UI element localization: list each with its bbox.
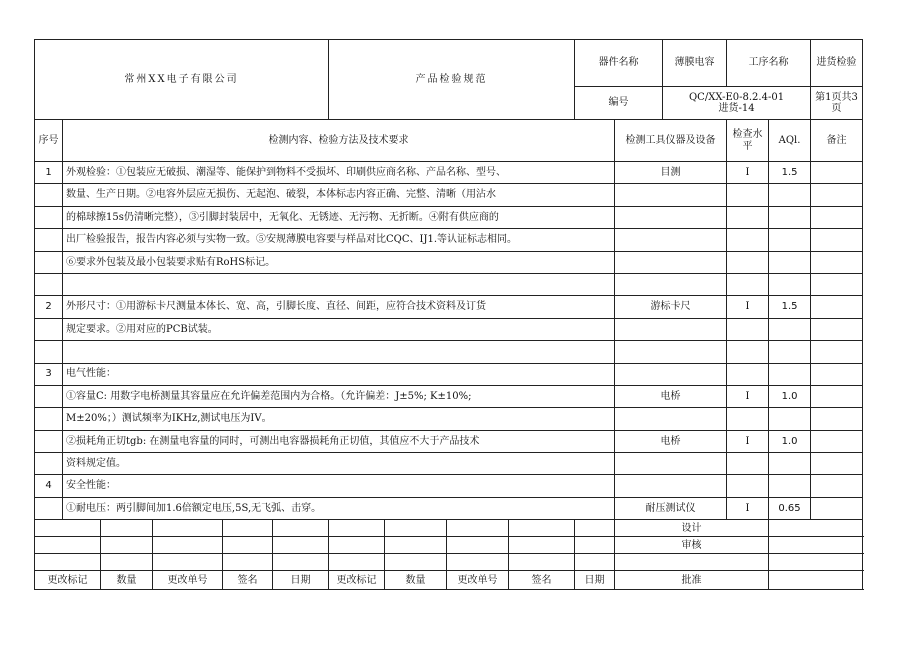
row-remark xyxy=(811,453,863,475)
row-remark xyxy=(811,229,863,251)
row-tool xyxy=(615,341,727,363)
col-aql: AQl. xyxy=(769,120,811,162)
row-remark xyxy=(811,408,863,430)
row-remark xyxy=(811,273,863,295)
col-level: 检查水平 xyxy=(727,120,769,162)
row-aql xyxy=(769,453,811,475)
row-tool xyxy=(615,273,727,295)
footer-sign: 签名 xyxy=(509,571,575,590)
row-aql: 1.0 xyxy=(769,430,811,452)
footer-cell xyxy=(385,554,447,571)
row-content xyxy=(63,273,615,295)
row-content: 出厂检验报告，报告内容必须与实物一致。⑤安规薄膜电容要与样品对比CQC、IJ1.等认证标志相同。 xyxy=(63,229,615,251)
row-seq xyxy=(35,430,63,452)
footer-cell xyxy=(575,537,615,554)
table-row xyxy=(35,363,863,385)
row-seq xyxy=(35,497,63,519)
row-tool: 耐压测试仪 xyxy=(615,497,727,519)
row-remark xyxy=(811,318,863,340)
row-tool xyxy=(615,318,727,340)
row-seq: 3 xyxy=(35,363,63,385)
footer-cell xyxy=(615,554,769,571)
row-seq xyxy=(35,385,63,407)
inspection-rows xyxy=(35,162,863,520)
footer-cell xyxy=(273,537,329,554)
row-content: 电气性能： xyxy=(63,363,615,385)
footer-sign: 签名 xyxy=(223,571,273,590)
row-seq xyxy=(35,273,63,295)
footer-cell xyxy=(153,520,223,537)
footer-cell xyxy=(385,520,447,537)
part-name-label: 器件名称 xyxy=(575,40,663,87)
process-name: 进货检验 xyxy=(811,40,863,87)
footer-cell xyxy=(575,554,615,571)
footer-cell xyxy=(509,537,575,554)
row-content: 外形尺寸：①用游标卡尺测量本体长、宽、高，引脚长度、直径、间距，应符合技术资料及订货 xyxy=(63,296,615,318)
row-remark xyxy=(811,497,863,519)
footer-date: 日期 xyxy=(575,571,615,590)
footer-cell xyxy=(769,554,863,571)
footer-cell xyxy=(101,537,153,554)
footer-quantity: 数量 xyxy=(385,571,447,590)
row-seq xyxy=(35,453,63,475)
process-label: 工序名称 xyxy=(727,40,811,87)
footer-design-label: 设计 xyxy=(615,520,769,537)
row-aql xyxy=(769,229,811,251)
row-level xyxy=(727,318,769,340)
row-content: ①耐电压：两引脚间加1.6倍额定电压,5S,无飞弧、击穿。 xyxy=(63,497,615,519)
footer-design-value xyxy=(769,520,863,537)
col-content: 检测内容、检验方法及技术要求 xyxy=(63,120,615,162)
row-content xyxy=(63,341,615,363)
row-level xyxy=(727,229,769,251)
footer-cell xyxy=(35,520,101,537)
row-tool: 电桥 xyxy=(615,430,727,452)
row-remark xyxy=(811,296,863,318)
row-tool xyxy=(615,363,727,385)
row-level xyxy=(727,273,769,295)
row-tool xyxy=(615,408,727,430)
row-seq xyxy=(35,184,63,206)
footer-cell xyxy=(273,520,329,537)
row-remark xyxy=(811,184,863,206)
row-level xyxy=(727,341,769,363)
row-level xyxy=(727,408,769,430)
row-content: 资料规定值。 xyxy=(63,453,615,475)
footer-cell xyxy=(329,520,385,537)
code-label: 编号 xyxy=(575,87,663,120)
row-aql xyxy=(769,184,811,206)
table-row xyxy=(35,251,863,273)
row-content: ⑥要求外包装及最小包装要求贴有RoHS标记。 xyxy=(63,251,615,273)
table-row xyxy=(35,296,863,318)
row-tool xyxy=(615,475,727,497)
footer-change-no: 更改单号 xyxy=(153,571,223,590)
row-seq xyxy=(35,341,63,363)
company-name: 常州XX电子有限公司 xyxy=(35,40,329,120)
footer-date: 日期 xyxy=(273,571,329,590)
row-seq xyxy=(35,229,63,251)
row-content: 安全性能： xyxy=(63,475,615,497)
footer-change-mark: 更改标记 xyxy=(329,571,385,590)
row-content: 规定要求。②用对应的PCB试装。 xyxy=(63,318,615,340)
row-remark xyxy=(811,341,863,363)
row-remark xyxy=(811,363,863,385)
footer-cell xyxy=(329,537,385,554)
row-seq: 4 xyxy=(35,475,63,497)
doc-code-main: QC/XX-E0-8.2.4-01 xyxy=(688,91,785,103)
table-row xyxy=(35,206,863,228)
row-seq xyxy=(35,251,63,273)
row-level: I xyxy=(727,385,769,407)
footer-cell xyxy=(35,554,101,571)
footer-review-label: 审核 xyxy=(615,537,769,554)
footer-cell xyxy=(329,554,385,571)
row-tool: 目测 xyxy=(615,162,727,184)
footer-quantity: 数量 xyxy=(101,571,153,590)
table-row xyxy=(35,430,863,452)
row-level xyxy=(727,363,769,385)
footer-cell xyxy=(273,554,329,571)
row-level: I xyxy=(727,430,769,452)
row-aql: 1.5 xyxy=(769,296,811,318)
row-level xyxy=(727,453,769,475)
row-aql: 1.0 xyxy=(769,385,811,407)
page-info: 第1页共3页 xyxy=(811,87,863,120)
row-aql: 1.5 xyxy=(769,162,811,184)
row-level xyxy=(727,475,769,497)
row-level xyxy=(727,184,769,206)
row-tool xyxy=(615,184,727,206)
doc-code-sub: 进货-14 xyxy=(718,103,755,114)
row-content: 数量、生产日期。②电容外层应无损伤、无起泡、破裂，本体标志内容正确、完整、清晰（用沾水 xyxy=(63,184,615,206)
table-row xyxy=(35,341,863,363)
row-remark xyxy=(811,430,863,452)
footer-cell xyxy=(223,537,273,554)
row-seq xyxy=(35,206,63,228)
table-row xyxy=(35,453,863,475)
footer-approve-label: 批准 xyxy=(615,571,769,590)
footer-cell xyxy=(575,520,615,537)
table-row xyxy=(35,497,863,519)
footer-cell xyxy=(223,520,273,537)
table-row xyxy=(35,385,863,407)
table-row xyxy=(35,273,863,295)
footer-cell xyxy=(101,554,153,571)
col-seq: 序号 xyxy=(35,120,63,162)
row-remark xyxy=(811,475,863,497)
col-remark: 备注 xyxy=(811,120,863,162)
row-aql xyxy=(769,273,811,295)
table-row xyxy=(35,162,863,184)
footer-cell xyxy=(509,554,575,571)
row-aql: 0.65 xyxy=(769,497,811,519)
footer-change-mark: 更改标记 xyxy=(35,571,101,590)
doc-code xyxy=(663,87,811,120)
row-content: 的棉球擦15s仍清晰完整），③引脚封装居中，无氧化、无锈迹、无污物、无折断。④附有供应商的 xyxy=(63,206,615,228)
spec-title: 产品检验规范 xyxy=(329,40,575,120)
col-tool: 检测工具仪器及设备 xyxy=(615,120,727,162)
table-row xyxy=(35,408,863,430)
row-tool xyxy=(615,206,727,228)
row-aql xyxy=(769,363,811,385)
table-row xyxy=(35,184,863,206)
part-name: 薄膜电容 xyxy=(663,40,727,87)
row-content: 外观检验：①包装应无破损、潮湿等、能保护到物料不受损坏、印刷供应商名称、产品名称、型号、 xyxy=(63,162,615,184)
row-tool xyxy=(615,453,727,475)
row-tool xyxy=(615,251,727,273)
footer-cell xyxy=(35,537,101,554)
row-seq xyxy=(35,408,63,430)
row-tool xyxy=(615,229,727,251)
row-remark xyxy=(811,162,863,184)
row-aql xyxy=(769,341,811,363)
row-seq: 1 xyxy=(35,162,63,184)
footer-cell xyxy=(223,554,273,571)
row-content: ①容量C: 用数字电桥测量其容量应在允许偏差范围内为合格。（允许偏差：J±5%; K±10%; xyxy=(63,385,615,407)
footer-change-no: 更改单号 xyxy=(447,571,509,590)
row-level: I xyxy=(727,162,769,184)
row-content: M±20%；）测试频率为IKHz,测试电压为IV。 xyxy=(63,408,615,430)
footer-cell xyxy=(447,520,509,537)
row-level: I xyxy=(727,296,769,318)
footer-cell xyxy=(153,554,223,571)
row-remark xyxy=(811,206,863,228)
row-tool: 电桥 xyxy=(615,385,727,407)
row-remark xyxy=(811,251,863,273)
row-aql xyxy=(769,206,811,228)
row-aql xyxy=(769,318,811,340)
footer-cell xyxy=(447,537,509,554)
table-row xyxy=(35,318,863,340)
table-row xyxy=(35,475,863,497)
inspection-spec-table xyxy=(34,39,863,590)
row-aql xyxy=(769,408,811,430)
row-level xyxy=(727,206,769,228)
row-seq xyxy=(35,318,63,340)
footer-cell xyxy=(509,520,575,537)
footer-review-value xyxy=(769,537,863,554)
row-seq: 2 xyxy=(35,296,63,318)
row-content: ②损耗角正切tgb: 在测量电容量的同时，可测出电容器损耗角正切值，其值应不大于产品技术 xyxy=(63,430,615,452)
row-aql xyxy=(769,475,811,497)
footer-cell xyxy=(385,537,447,554)
row-level xyxy=(727,251,769,273)
footer-approve-value xyxy=(769,571,863,590)
row-remark xyxy=(811,385,863,407)
footer-cell xyxy=(153,537,223,554)
row-level: I xyxy=(727,497,769,519)
table-row xyxy=(35,229,863,251)
footer-cell xyxy=(101,520,153,537)
footer-cell xyxy=(447,554,509,571)
row-tool: 游标卡尺 xyxy=(615,296,727,318)
row-aql xyxy=(769,251,811,273)
